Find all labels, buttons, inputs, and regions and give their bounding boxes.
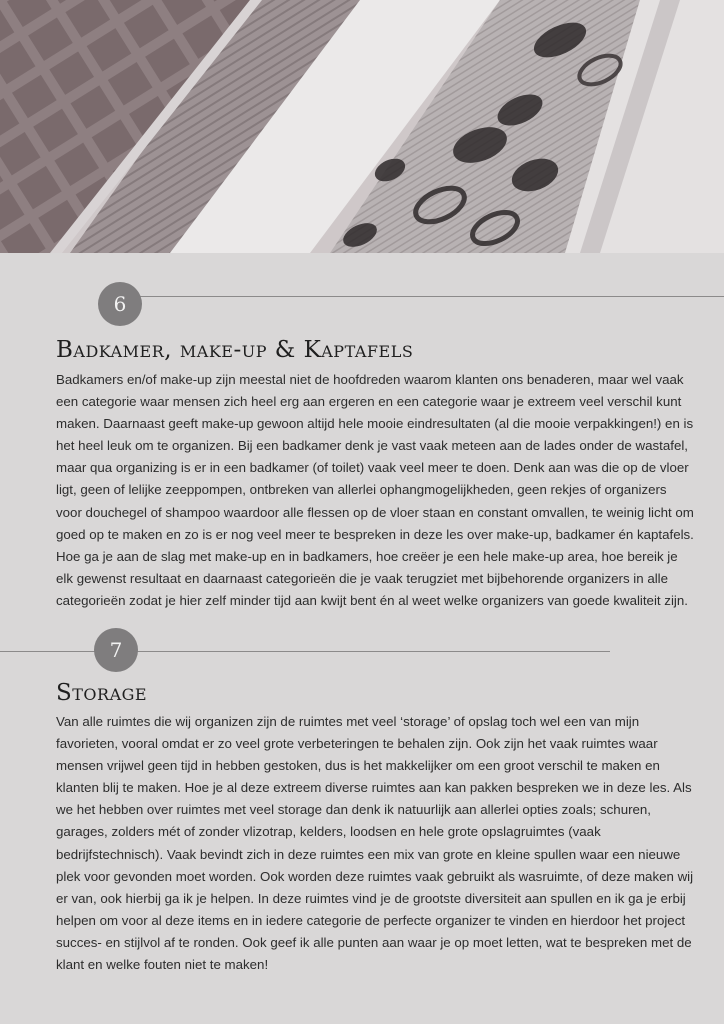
- section-7-number: 7: [109, 638, 123, 662]
- hero-illustration: [0, 0, 724, 253]
- hero-photo: [0, 0, 724, 253]
- section-7-body: Van alle ruimtes die wij organizen zijn de ruimtes met veel ‘storage’ of opslag toch wel een van mijn favorieten, vooral omdat er zo veel grote verbeteringen te behalen zijn. Ook zijn het vaak ruimtes waar mensen vrijwel geen tijd in hebben gestoken, dus is het makkelijker om een groot verschil te maken en klanten blij te maken. Hoe je al deze extreem diverse ruimtes aan kan pakken bespreken we in deze les. Als we het hebben over ruimtes met veel storage dan denk ik natuurlijk aan allerlei opties zoals; schuren, garages, zolders mét of zonder vlizotrap, kelders, loodsen en hele grote opslagruimtes (vaak bedrijfstechnisch). Vaak bevindt zich in deze ruimtes een mix van grote en kleine spullen waar een nieuwe plek voor gevonden moet worden. Ook worden deze ruimtes vaak gebruikt als wasruimte, of deze maken wij er van, ook hierbij ga ik je helpen. In deze ruimtes vind je de grootste diversiteit aan spullen en ik ga je erbij helpen om voor al deze items en in iedere categorie de perfecte organizer te vinden en hierdoor het project succes- en stijlvol af te ronden. Ook geef ik alle punten aan waar je op moet letten, wat te bespreken met de klant en welke fouten niet te maken!: [56, 714, 694, 973]
- section-6-divider: [120, 296, 724, 297]
- section-7-divider: [0, 651, 610, 652]
- section-7-number-badge: [94, 628, 138, 672]
- section-6-number-badge: [98, 282, 142, 326]
- section-6-body: Badkamers en/of make-up zijn meestal niet de hoofdreden waarom klanten ons benaderen, maar wel vaak een categorie waar mensen zich heel erg aan ergeren en een categorie waar je extreem veel verschil kunt maken. Daarnaast geeft make-up gewoon altijd hele mooie eindresultaten (al die mooie verpakkingen!) en is het heel leuk om te organizen. Bij een badkamer denk je vast vaak meteen aan de lades onder de wastafel, maar qua organizing is er in een badkamer (of toilet) vaak veel meer te doen. Denk aan was die op de vloer ligt, geen of lelijke zeeppompen, ontbreken van allerlei ophangmogelijkheden, geen rekjes of organizers voor douchegel of shampoo waardoor alle flessen op de vloer staan en constant omvallen, te weinig licht om goed op te maken en zo is er nog veel meer te bespreken in deze les over make-up, badkamer én kaptafels. Hoe ga je aan de slag met make-up en in badkamers, hoe creëer je een hele make-up area, hoe bereik je elk gewenst resultaat en daarnaast categorieën die je vaak terugziet met bijbehorende organizers in alle categorieën zodat je hier zelf minder tijd aan kwijt bent én al weet welke organizers van goede kwaliteit zijn.: [56, 372, 694, 608]
- section-7-title: Storage: [56, 680, 148, 706]
- section-6-number: 6: [113, 292, 127, 316]
- section-6-title: Badkamer, make-up & Kaptafels: [56, 337, 414, 363]
